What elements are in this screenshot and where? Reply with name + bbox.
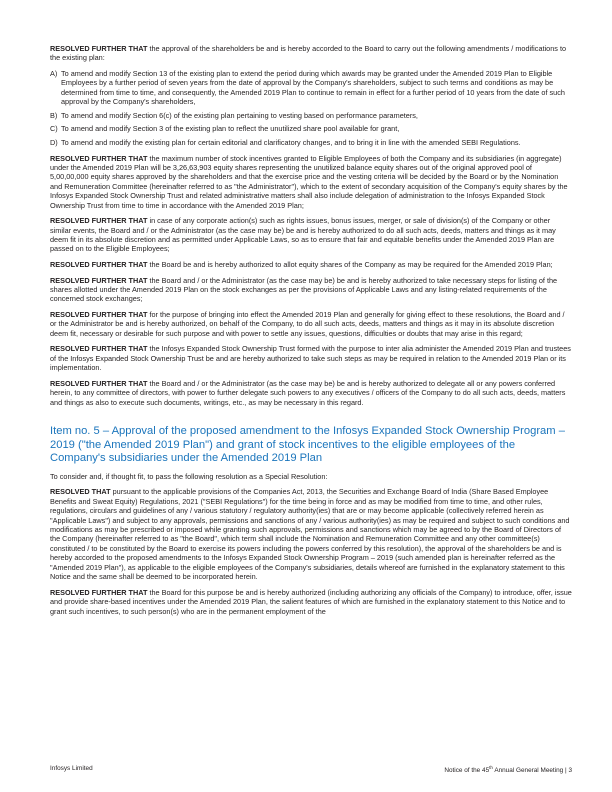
resolution-paragraph: RESOLVED FURTHER THAT the Board for this purpose be and is hereby authorized (including authorizing any officials of the Company) to introduce, offer, issue and provide share-based incentives under the Amended 2019 Plan, the salient features of which are furnished in the explanatory statement to this Notice and to grant such incentives, to such person(s) who are in the permanent employment of the: [50, 587, 572, 616]
resolution-paragraph: RESOLVED FURTHER THAT the Infosys Expanded Stock Ownership Trust formed with the purpose to inter alia administer the Amended 2019 Plan and trustees of the Infosys Expanded Stock Ownership Trust be and are hereby authorized to take such steps as may be required in relation to the Amended 2019 Plan or its implementation.: [50, 344, 571, 373]
resolution-paragraph: RESOLVED FURTHER THAT the maximum number of stock incentives granted to Eligible Employees of both the Company and its subsidiaries (in aggregate) under the Amended 2019 Plan will be 3,26,63,903 equity shares representing the unutilized balance equity shares out of the original approved pool of 5,00,00,000 equity shares approved by the shareholders and that the exercise price and the vesting criteria will be decided by the Board or by the Nomination and Remuneration Committee (hereinafter referred to as "the Administrator"), which to the extent of secondary acquisition of the Company's equity shares by the Infosys Expanded Stock Ownership Trust and related administrative matters shall also include delegation of administration to the Infosys Expanded Stock Ownership Trust from time to time in accordance with the Amended 2019 Plan;: [50, 153, 568, 210]
resolution-paragraph: RESOLVED THAT pursuant to the applicable provisions of the Companies Act, 2013, the Securities and Exchange Board of India (Share Based Employee Benefits and Sweat Equity) Regulations, 2021 ("SEBI Regulations") for the time being in force and as may be modified from time to time, and other rules, regulations, circulars and guidelines of any / various statutory / regulatory authority(ies) that are or may become applicable (collectively referred herein as "Applicable Laws") and subject to any approvals, permissions and sanctions of any / various authority(ies) as may be required and subject to such conditions and modifications as may be prescribed or imposed while granting such approvals, permissions and sanctions which may be agreed to by the Board of Directors of the Company (hereinafter referred to as "the Board", which term shall include the Nomination and Remuneration Committee and any other committee(s) constituted / to be constituted by the Board to exercise its powers including the powers conferred by this resolution), the approval of the shareholders be and is hereby accorded to the proposed amendments to the Infosys Expanded Stock Ownership Program – 2019 (such amended plan is hereinafter referred as the "Amended 2019 Plan"), as applicable to the eligible employees of the Company's subsidiaries, details whereof are furnished in the explanatory statement to this Notice and the same shall be deemed to be incorporated herein.: [50, 487, 570, 582]
notice-page: [50, 44, 572, 622]
footer-company: Infosys Limited: [50, 765, 93, 772]
footer-notice-title: Notice of the 45th Annual General Meeting | 3: [444, 765, 572, 775]
amendment-item: C) To amend and modify Section 3 of the existing plan to reflect the unutilized share pool available for grant,: [50, 124, 400, 134]
amendment-item: B) To amend and modify Section 6(c) of the existing plan pertaining to vesting based on performance parameters,: [50, 110, 418, 120]
resolution-paragraph: RESOLVED FURTHER THAT the Board and / or the Administrator (as the case may be) be and is hereby authorized to delegate all or any powers conferred herein, to any committee of directors, with power to further delegate such powers to any executives / officers of the Company to do all such acts, deeds, matters and things as also to execute such documents, writings, etc., as may be necessary in this regard.: [50, 378, 566, 407]
amendment-list: [50, 69, 572, 147]
resolution-paragraph: RESOLVED FURTHER THAT the Board and / or the Administrator (as the case may be) be and is hereby authorized to take necessary steps for listing of the shares allotted under the Amended 2019 Plan on the stock exchanges as per the provisions of Applicable Laws and any listing-related requirements of the concerned stock exchanges;: [50, 275, 558, 304]
resolution-paragraph: RESOLVED FURTHER THAT the Board be and is hereby authorized to allot equity shares of the Company as may be required for the Amended 2019 Plan;: [50, 260, 553, 270]
page-footer: [50, 765, 572, 774]
resolution-paragraph: RESOLVED FURTHER THAT for the purpose of bringing into effect the Amended 2019 Plan and generally for giving effect to these resolutions, the Board and / or the Administrator be and is hereby authorized, on behalf of the Company, to do all such acts, deeds, matters and things as it may in its absolute discretion deem fit, necessary or desirable for such purpose and with power to settle any issues, questions, difficulties or doubts that may arise in this regard;: [50, 310, 565, 338]
resolution-paragraph: RESOLVED FURTHER THAT the approval of the shareholders be and is hereby accorded to the Board to carry out the following amendments / modifications to the existing plan:: [50, 44, 567, 63]
amendment-item: D) To amend and modify the existing plan for certain editorial and clarificatory changes, and to bring it in line with the amended SEBI Regulations.: [50, 138, 521, 147]
item-intro: To consider and, if thought fit, to pass the following resolution as a Special Resolution:: [50, 471, 328, 481]
item-heading: Item no. 5 – Approval of the proposed amendment to the Infosys Expanded Stock Ownership Program – 2019 ("the Amended 2019 Plan") and grant of stock incentives to the eligible employees of the Company's subsidiaries under the Amended 2019 Plan: [50, 425, 565, 465]
resolution-paragraph: RESOLVED FURTHER THAT in case of any corporate action(s) such as rights issues, bonus issues, merger, or sale of division(s) of the Company or other similar events, the Board and / or the Administrator (as the case may be) be and is hereby authorized to do all such acts, deeds, matters and things as it may deem fit in its absolute discretion and as permitted under Applicable Laws, so as to ensure that fair and equitable benefits under the Amended 2019 Plan are passed on to the Eligible Employees;: [50, 216, 556, 254]
amendment-item: A) To amend and modify Section 13 of the existing plan to extend the period during which awards may be granted under the Amended 2019 Plan to Eligible Employees by a further period of seven years from the date of approval by the Company's shareholders, subject to such terms and conditions as may be determined from time to time, and consequently, the Amended 2019 Plan to continue to remain in effect for a further period of 10 years from the date of such approval by the Company's shareholders,: [50, 69, 565, 107]
